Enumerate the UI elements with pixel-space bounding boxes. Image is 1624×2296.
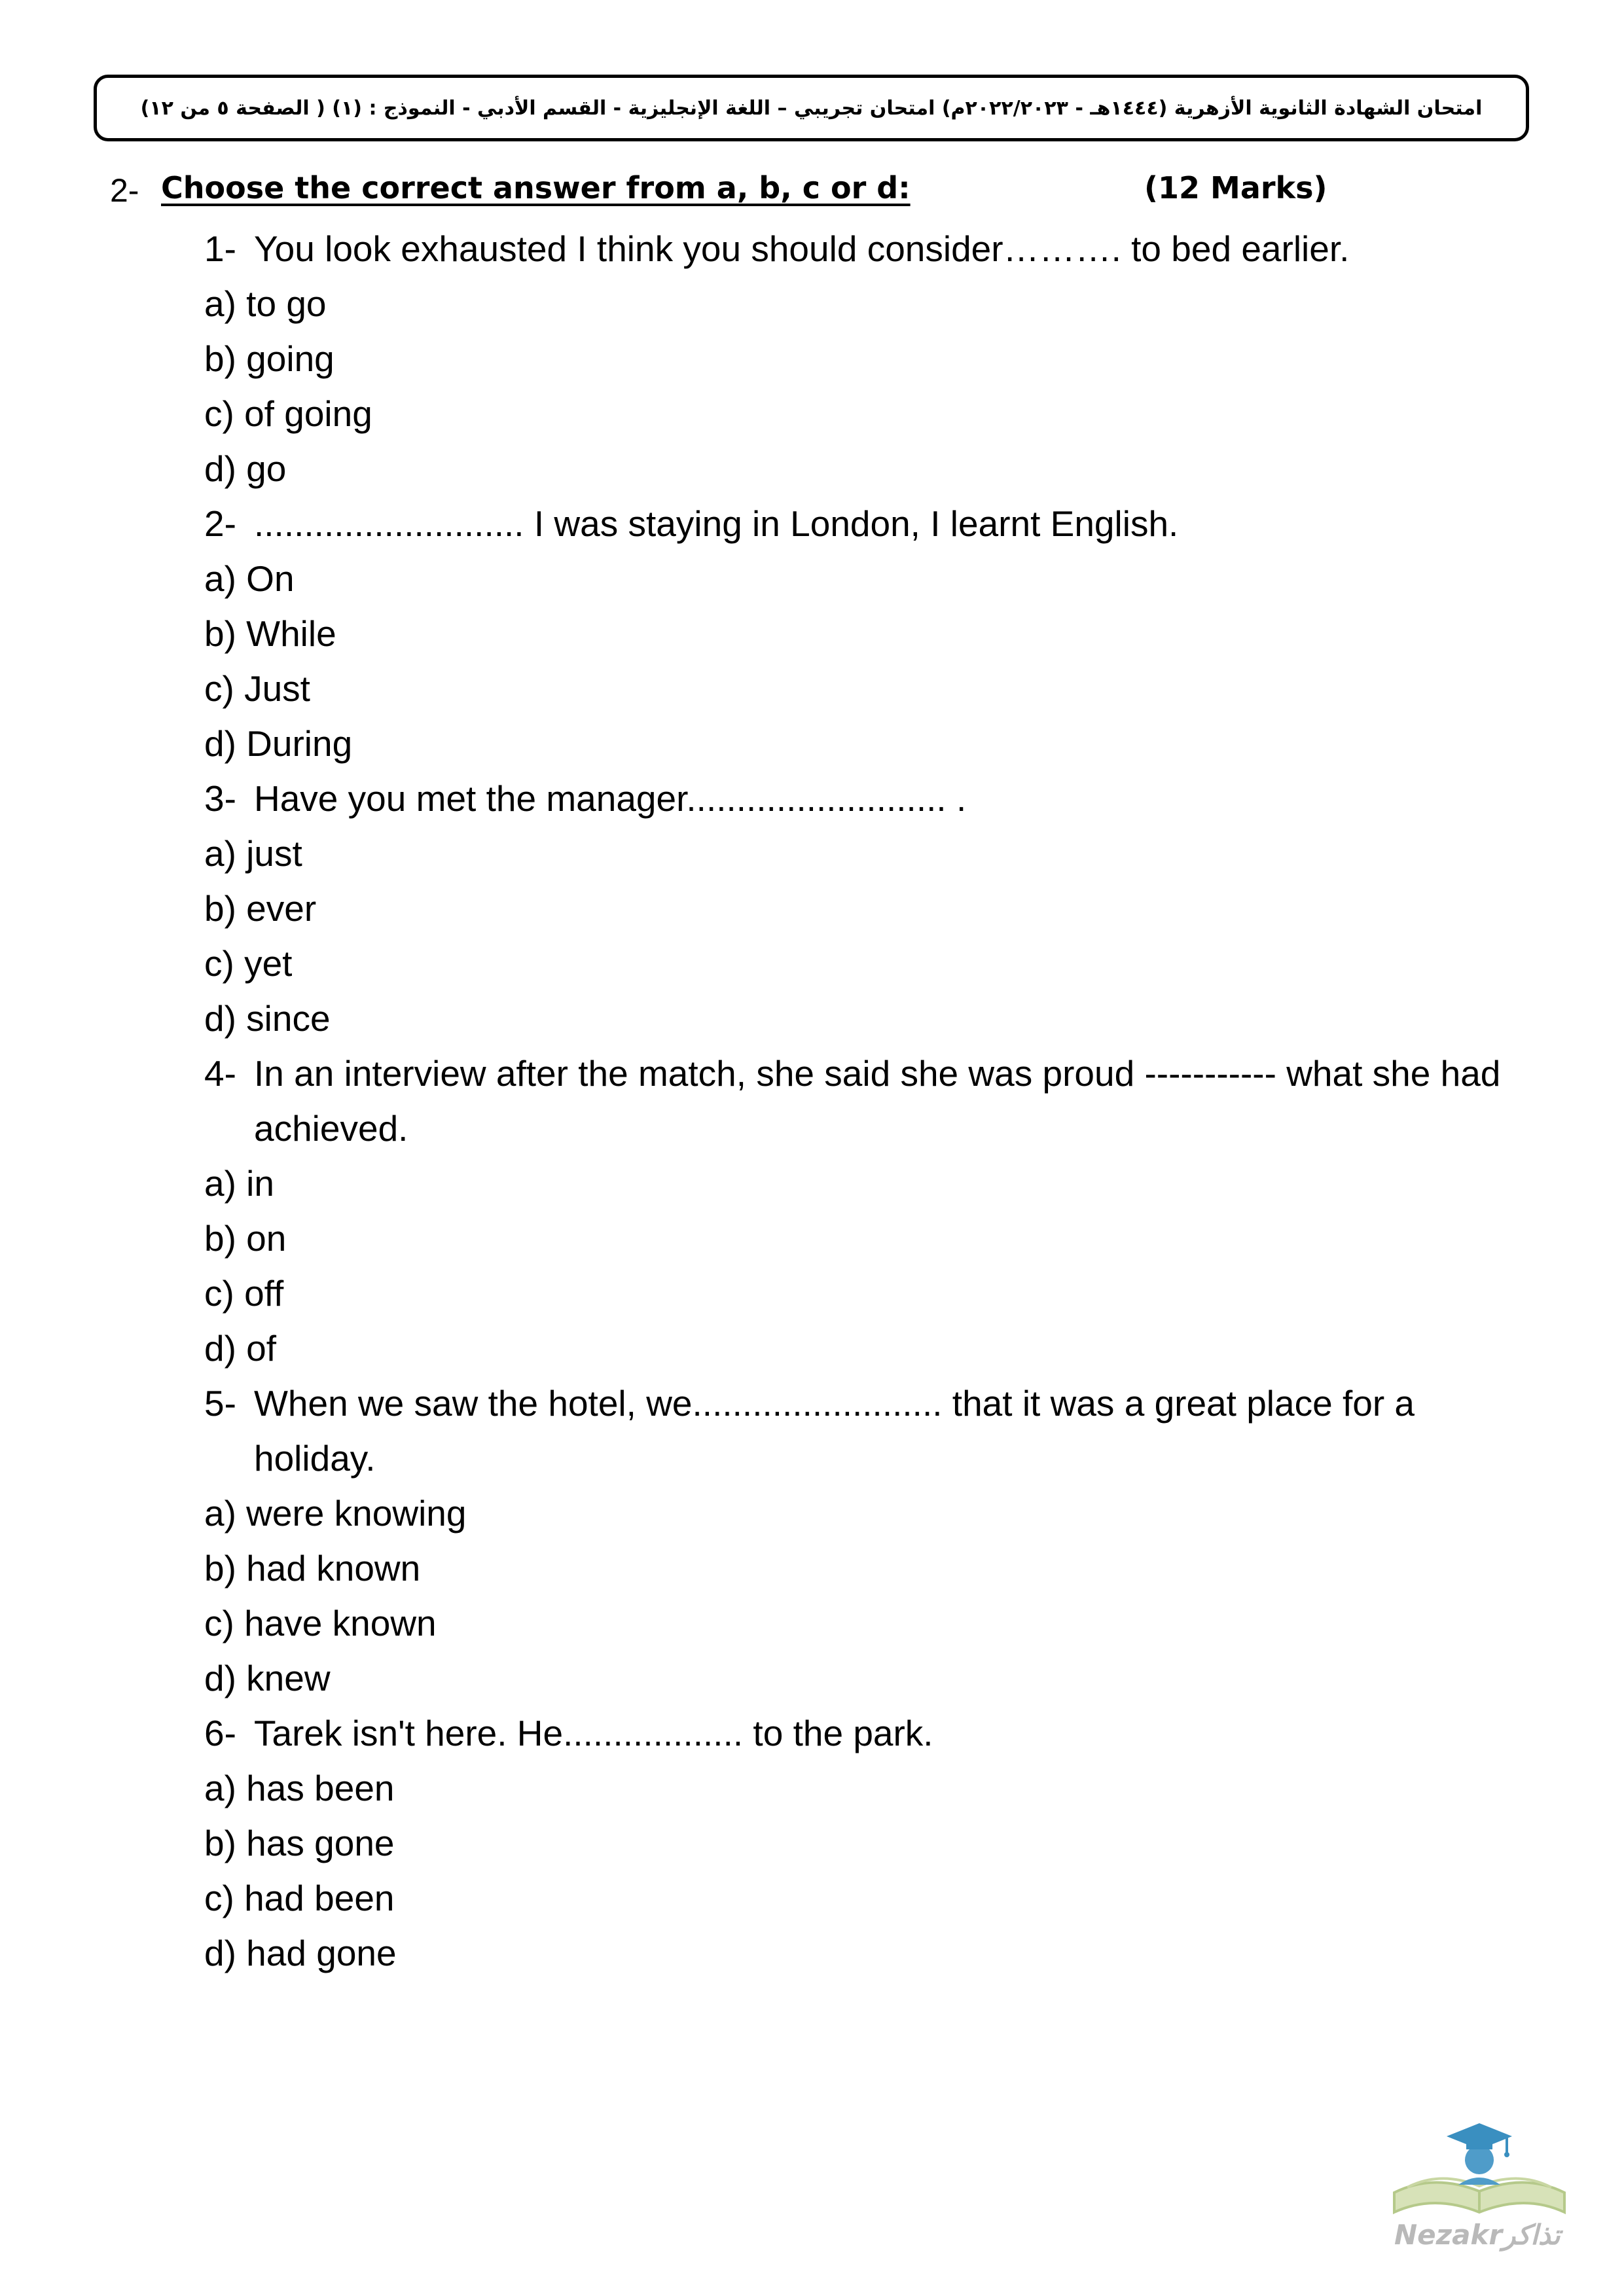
- option-d: d) since: [204, 998, 331, 1039]
- question-4: [204, 1046, 1546, 1376]
- question-stem: [204, 771, 1546, 826]
- option-b: b) had known: [204, 1548, 421, 1588]
- option-d: d) of: [204, 1328, 277, 1369]
- section-title: [110, 168, 1354, 213]
- option-d: d) knew: [204, 1658, 331, 1698]
- question-6: [204, 1706, 1546, 1981]
- option-b: b) has gone: [204, 1823, 395, 1863]
- question-list: [204, 221, 1546, 1981]
- question-stem: [204, 1706, 1546, 1761]
- question-3: [204, 771, 1546, 1046]
- question-text: Have you met the manager.......................... .: [254, 778, 967, 819]
- graduation-book-icon: [1381, 2114, 1578, 2225]
- question-5: [204, 1376, 1546, 1706]
- option-a: a) just: [204, 833, 302, 874]
- option-c: c) of going: [204, 393, 372, 434]
- header-text: امتحان الشهادة الثانوية الأزهرية (١٤٤٤هـ - ٢٠٢٢/٢٠٢٣م) امتحان تجريبي – اللغة الإنجليزية - القسم الأدبي - النموذج : (١) ( الصفحة ٥ من ١٢): [140, 96, 1483, 120]
- option-c: c) have known: [204, 1603, 437, 1643]
- question-stem: [204, 1046, 1546, 1156]
- option-d: d) go: [204, 448, 287, 489]
- option-c: c) yet: [204, 943, 293, 984]
- question-text: In an interview after the match, she said she was proud ----------- what she had achieved.: [254, 1053, 1501, 1149]
- question-number: 4-: [204, 1053, 236, 1094]
- option-a: a) in: [204, 1163, 274, 1204]
- option-a: a) to go: [204, 283, 327, 324]
- question-text: Tarek isn't here. He.................. to the park.: [254, 1713, 933, 1753]
- option-a: a) On: [204, 558, 295, 599]
- question-number: 6-: [204, 1713, 236, 1753]
- question-stem: [204, 1376, 1546, 1486]
- option-a: a) were knowing: [204, 1493, 467, 1534]
- question-stem: [204, 496, 1546, 551]
- option-d: d) had gone: [204, 1933, 397, 1973]
- logo: [1381, 2114, 1578, 2265]
- option-c: c) Just: [204, 668, 310, 709]
- option-b: b) on: [204, 1218, 287, 1259]
- option-b: b) While: [204, 613, 336, 654]
- question-text: You look exhausted I think you should consider………. to bed earlier.: [254, 228, 1350, 269]
- option-b: b) going: [204, 338, 334, 379]
- question-stem: [204, 221, 1546, 276]
- question-number: 3-: [204, 778, 236, 819]
- question-1: [204, 221, 1546, 496]
- question-number: 1-: [204, 228, 236, 269]
- question-number: 2-: [204, 503, 236, 544]
- section-number: 2-: [110, 172, 139, 209]
- logo-text: Nezakrتذاكر: [1394, 2219, 1561, 2251]
- question-number: 5-: [204, 1383, 236, 1424]
- question-text: When we saw the hotel, we......................... that it was a great place for a holiday.: [254, 1383, 1415, 1479]
- page-header: [94, 75, 1529, 141]
- option-c: c) had been: [204, 1878, 395, 1918]
- section-marks: (12 Marks): [1144, 170, 1327, 206]
- option-b: b) ever: [204, 888, 317, 929]
- option-d: d) During: [204, 723, 353, 764]
- question-text: ........................... I was staying in London, I learnt English.: [254, 503, 1179, 544]
- section-heading: Choose the correct answer from a, b, c or d:: [161, 170, 911, 206]
- question-2: [204, 496, 1546, 771]
- option-a: a) has been: [204, 1768, 395, 1808]
- option-c: c) off: [204, 1273, 284, 1314]
